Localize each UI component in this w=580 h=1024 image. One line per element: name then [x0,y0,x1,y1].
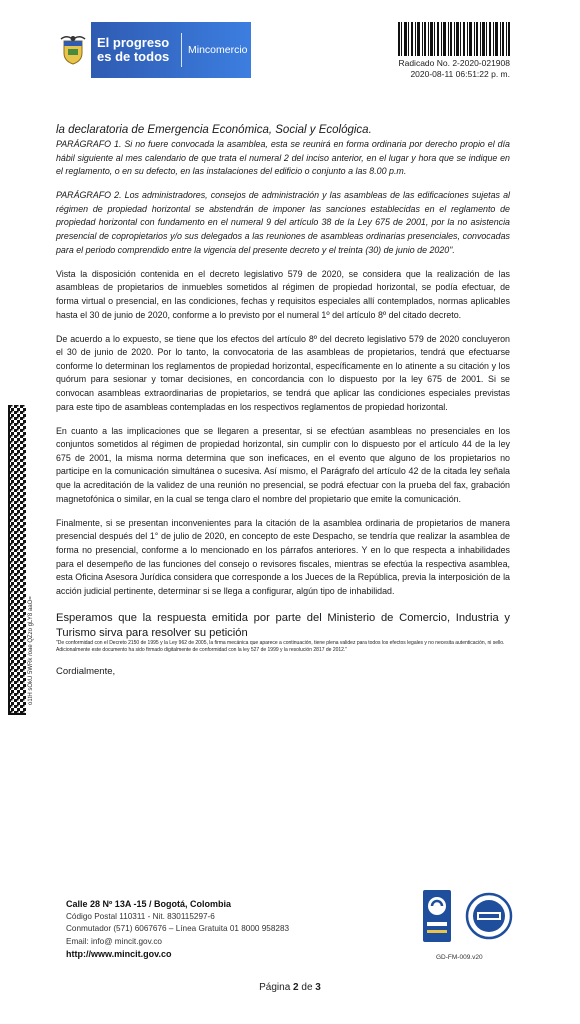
barcode-icon [398,22,510,56]
footer-website-link[interactable]: http://www.mincit.gov.co [66,949,172,960]
side-code-text: o1tH sOkU 5WRk /oae QZzo gLY8 aaO= [28,596,34,705]
radicado-date: 2020-08-11 06:51:22 p. m. [410,69,510,79]
footer-contact [66,898,289,961]
slogan-line2: es de todos [97,49,170,64]
paragraph-paragrafo-2: PARÁGRAFO 2. Los administradores, consejos de administración y las asambleas de las edificaciones sujetas al régimen de propiedad horizontal se abstendrán de imponer las sanciones establecidas en el reglamento de propiedad horizontal con fundamento en el numeral 9 del artículo 38 de la Ley 675 de 2001, por la no asistencia presencial de copropietarios y/o sus delegados a las reuniones de asambleas ordinarias presenciales, convocadas para el periodo comprendido entre la vigencia del presente decreto y el treinta (30) de junio de 2020". [56,190,510,255]
paragraph-paragrafo-1: PARÁGRAFO 1. Si no fuere convocada la asamblea, esta se reunirá en forma ordinaria por derecho propio el día hábil siguiente al mes calendario de que trata el numeral 2 del inciso anterior, en el lugar y hora que se indique en el reglamento, o en su defecto, en las instalaciones del edificio o conjunto a las 8.00 p.m. [56,139,510,177]
header-banner [55,22,251,78]
form-code: GD-FM-009.v20 [436,954,483,961]
signature-note-2: Adicionalmente este documento ha sido firmado digitalmente de conformidad con la ley 527 de 1999 y la resolución 2817 de 2012." [56,647,348,654]
page-total: 3 [315,982,321,993]
footer-address: Calle 28 Nº 13A -15 / Bogotá, Colombia [66,899,231,909]
signature-note-1: "De conformidad con el Decreto 2150 de 1995 y la Ley 962 de 2005, la firma mecánica que aparece a continuación, tiene plena validez para todos los efectos legales y no necesita autenticación, ni sello. [56,640,505,647]
radicado-number: Radicado No. 2-2020-021908 [398,58,510,68]
footer-email[interactable]: Email: info@ mincit.gov.co [66,936,162,946]
page-current: 2 [293,982,299,993]
page-mid: de [301,982,313,993]
footer-postal: Código Postal 110311 - Nit. 830115297-6 [66,911,215,921]
paragraph-cuanto: En cuanto a las implicaciones que se llegaren a presentar, si se efectúan asambleas no presenciales en los conjuntos sometidos al régimen de propiedad horizontal, sin cumplir con lo dispuesto por el artículo 44 de la ley 675 de 2001, la misma norma determina que son ineficaces, en el evento que alguno de los propietarios no participe en la comunicación simultánea o sucesiva. Así mismo, el Parágrafo del artículo 42 de la citada ley señala que la acreditación de la validez de una reunión no presencial, se podrá efectuar con la prueba del fax, grabación magnetofónica o similar, en la cual se tenga claro el nombre del propietario que emite la comunicación. [56,425,510,504]
slogan-line1: El progreso [97,35,170,50]
footer-phone: Conmutador (571) 6067676 – Línea Gratuita 01 8000 958283 [66,924,290,934]
header-divider [181,33,182,67]
paragraph-vista: Vista la disposición contenida en el decreto legislativo 579 de 2020, se considera que la realización de las asambleas de propietarios de inmuebles sometidos al régimen de propiedad horizontal, se podía efectuar, de forma virtual o presencial, en las condiciones, fechas y requisitos especiales allí contemplados, normas aplicables hasta el 30 de junio de 2020, conforme a lo previsto por el numeral 1º del artículo 8º del citado decreto. [56,268,510,320]
colombia-seal-icon [55,22,91,78]
radicado-block [398,58,510,80]
certification-logos-icon [421,888,521,948]
closing-statement: Esperamos que la respuesta emitida por parte del Ministerio de Comercio, Industria y Turismo sirva para resolver su petición [56,612,510,639]
paragraph-finalmente: Finalmente, si se presentan inconvenientes para la citación de la asamblea ordinaria de propietarios de manera presencial después del 1° de julio de 2020, en concepto de este Despacho, se tendría que realizar la asamblea de forma no presencial, conforme a lo mencionado en los párrafos anteriores. Y en lo que respecta a inhabilidades para el desempeño de las funciones del consejo o revisores fiscales, mientras se efectúa la respectiva asamblea, esta Oficina Asesora Jurídica considera que corresponde a los Jueces de la República, previa la interposición de la acción judicial pertinente, determinar si se llega a configurar, algún tipo de inhabilidad. [56,517,510,596]
closing-salutation: Cordialmente, [56,666,116,678]
document-body [56,123,510,677]
ministry-name: Mincomercio [188,44,248,56]
intro-line: la declaratoria de Emergencia Económica, Social y Ecológica. [56,124,372,136]
page-number [0,982,580,993]
header-blue-block [91,22,251,78]
page-prefix: Página [259,982,291,993]
slogan [97,36,179,64]
paragraph-acuerdo: De acuerdo a lo expuesto, se tiene que los efectos del artículo 8º del decreto legislativo 579 de 2020 concluyeron el 30 de junio de 2020. Por lo tanto, la convocatoria de las asambleas de propietarios, tendrá que efectuarse conforme lo determinan los reglamentos de propiedad horizontal, específicamente en lo atinente a su citación y los quórum para sesionar y tomar decisiones, en concordancia con lo dispuesto por la ley 675 de 2001. Si se convocan asambleas extraordinarias de propietarios, se tendrá que aplicar las condiciones especiales previstas para este tipo de asambleas contempladas en los respectivos reglamentos de propiedad horizontal. [56,333,510,412]
side-datamatrix-icon [8,405,26,715]
